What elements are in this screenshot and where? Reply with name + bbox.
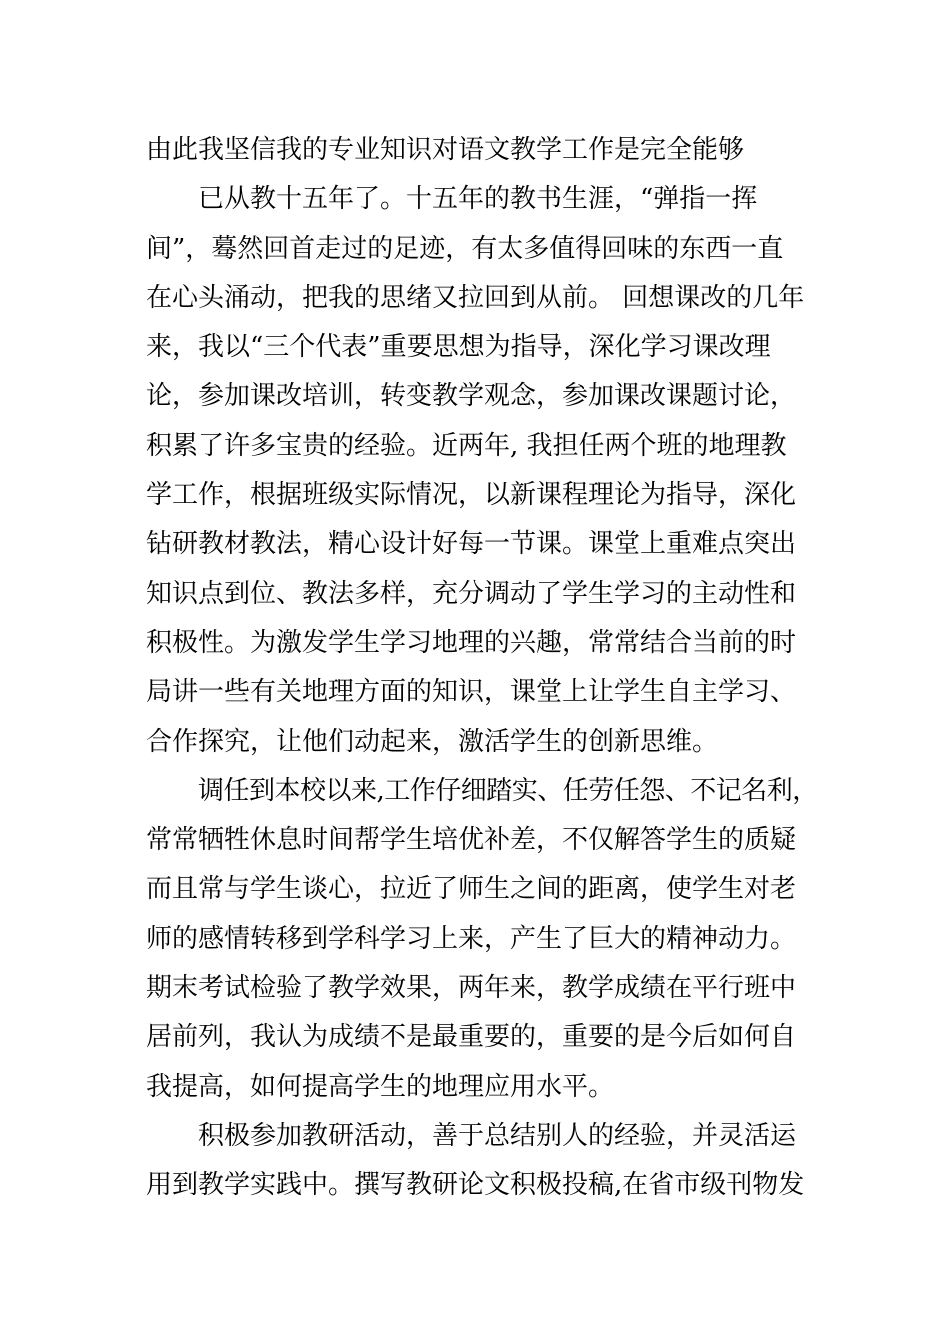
body-text xyxy=(146,126,818,1211)
text-line: 论，参加课改培训，转变教学观念，参加课改课题讨论， xyxy=(146,381,797,412)
paragraph-first-line: 积极参加教研活动，善于总结别人的经验，并灵活运 xyxy=(198,1120,797,1151)
text-line: 由此我坚信我的专业知识对语文教学工作是完全能够 xyxy=(146,135,745,165)
paragraph-first-line: 调任到本校以来,工作仔细踏实、任劳任怨、不记名利， xyxy=(198,775,818,806)
paragraph-first-line: 已从教十五年了。十五年的教书生涯，“弹指一挥 xyxy=(198,184,758,215)
text-line: 居前列，我认为成绩不是最重要的，重要的是今后如何自 xyxy=(146,1022,797,1053)
text-line: 用到教学实践中。撰写教研论文积极投稿,在省市级刊物发 xyxy=(146,1170,805,1201)
text-line: 局讲一些有关地理方面的知识，课堂上让学生自主学习、 xyxy=(146,677,797,708)
text-line: 积极性。为激发学生学习地理的兴趣，常常结合当前的时 xyxy=(146,627,797,658)
text-line: 知识点到位、教法多样，充分调动了学生学习的主动性和 xyxy=(146,578,797,609)
text-line: 在心头涌动，把我的思绪又拉回到从前。 回想课改的几年 xyxy=(146,282,805,313)
text-line: 期末考试检验了教学效果，两年来，教学成绩在平行班中 xyxy=(146,973,797,1004)
text-line: 学工作，根据班级实际情况，以新课程理论为指导，深化 xyxy=(146,480,797,511)
text-line: 来，我以“三个代表”重要思想为指导，深化学习课改理 xyxy=(146,332,771,363)
text-line: 钻研教材教法，精心设计好每一节课。课堂上重难点突出 xyxy=(146,529,797,560)
text-line: 积累了许多宝贵的经验。近两年, 我担任两个班的地理教 xyxy=(146,430,787,461)
text-line: 常常牺牲休息时间帮学生培优补差，不仅解答学生的质疑 xyxy=(146,825,797,856)
text-line: 而且常与学生谈心，拉近了师生之间的距离，使学生对老 xyxy=(146,874,797,905)
text-line: 合作探究，让他们动起来，激活学生的创新思维。 xyxy=(146,726,719,757)
text-line: 我提高，如何提高学生的地理应用水平。 xyxy=(146,1071,615,1102)
text-line: 间”，蓦然回首走过的足迹，有太多值得回味的东西一直 xyxy=(146,233,784,264)
text-line: 师的感情转移到学科学习上来，产生了巨大的精神动力。 xyxy=(146,923,797,954)
